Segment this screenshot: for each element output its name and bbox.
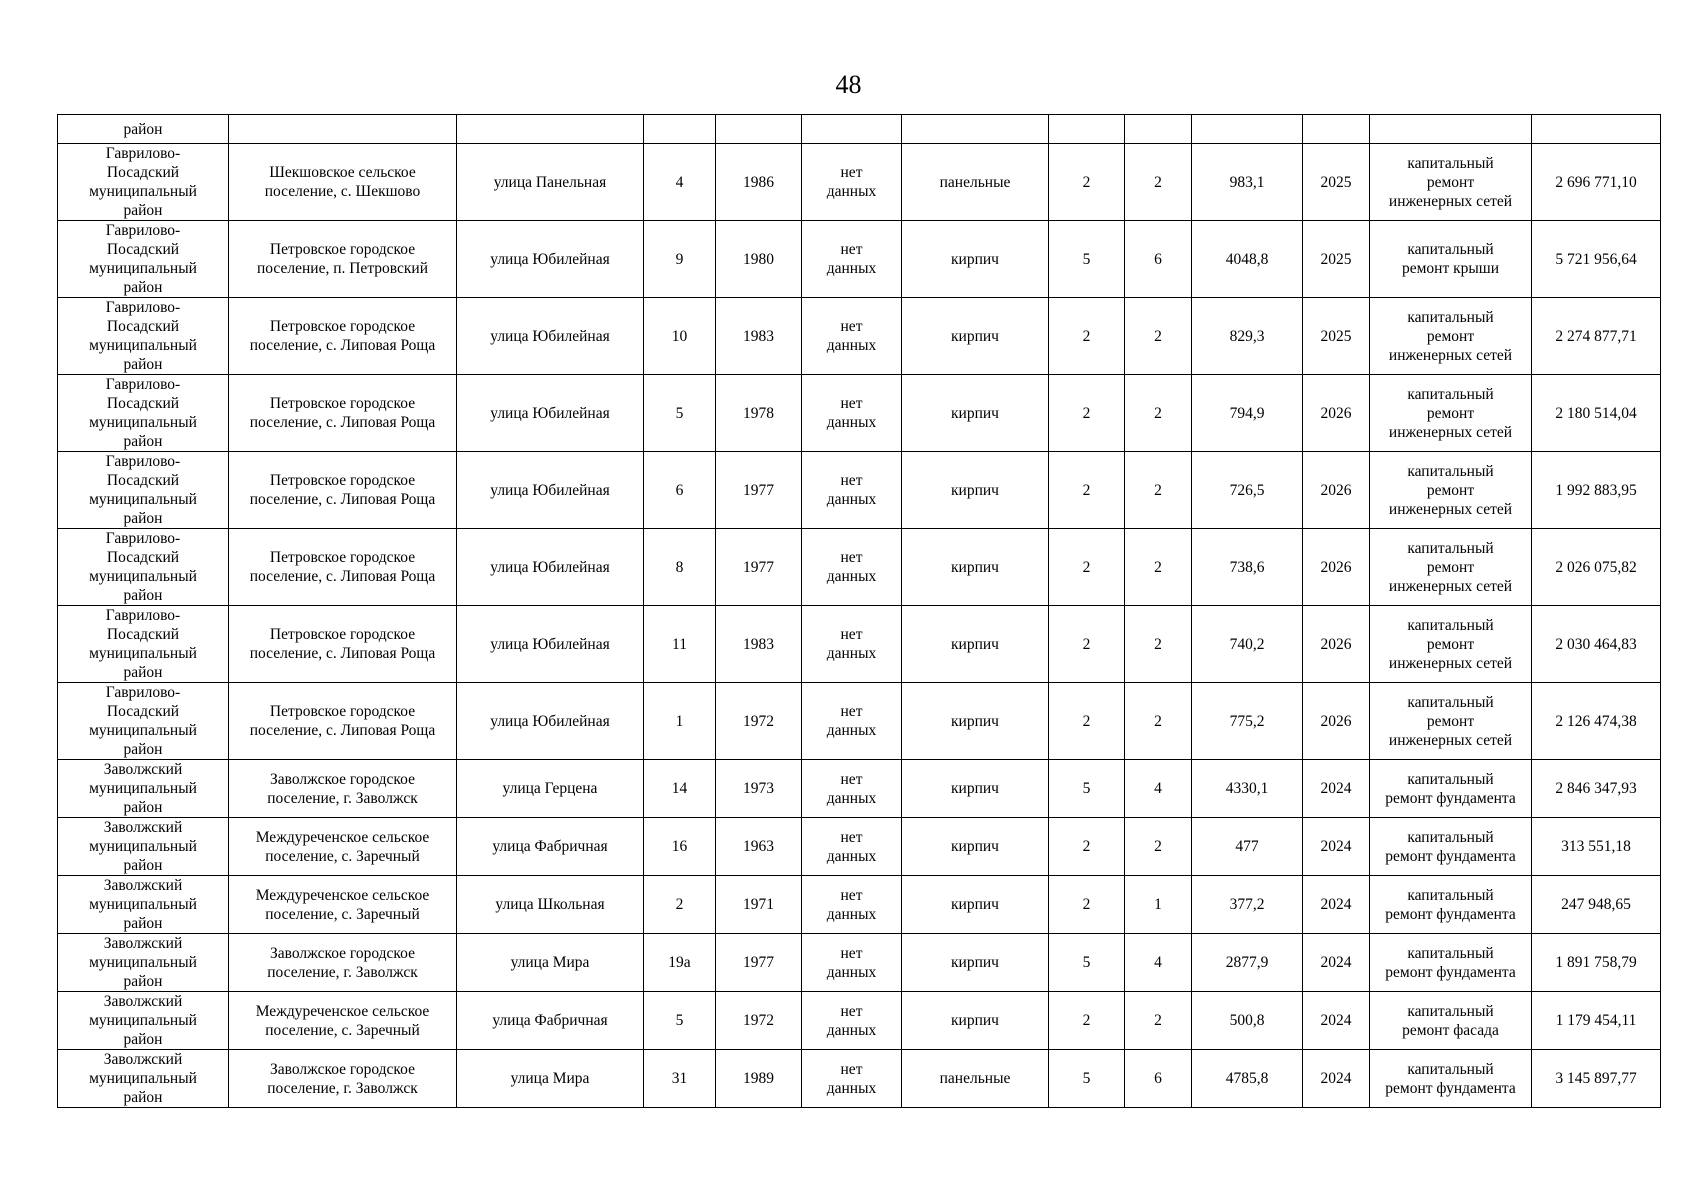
cell-year-built: 1972 [716,992,802,1050]
cell-year-built: 1977 [716,529,802,606]
cell-floors: 2 [1049,529,1125,606]
cell-last-repair-year: нет данных [802,934,902,992]
cell-cost: 1 992 883,95 [1532,452,1661,529]
cell-entrances: 2 [1125,298,1192,375]
cell-work-type: капитальный ремонт фундамента [1370,818,1532,876]
cell-street: улица Панельная [457,144,644,221]
cell-street: улица Мира [457,1050,644,1108]
cell-work-type: капитальный ремонт фундамента [1370,876,1532,934]
cell-cost: 247 948,65 [1532,876,1661,934]
cell-planned-year: 2026 [1303,375,1370,452]
cell-district: Заволжский муниципальный район [58,992,229,1050]
cell-district: район [58,115,229,144]
cell-house-number: 5 [644,375,716,452]
cell-planned-year: 2024 [1303,876,1370,934]
cell-district: Заволжский муниципальный район [58,934,229,992]
cell-settlement [229,115,457,144]
cell-planned-year: 2024 [1303,992,1370,1050]
cell-planned-year: 2025 [1303,144,1370,221]
cell-house-number: 5 [644,992,716,1050]
table-row [58,760,1661,818]
cell-year-built: 1983 [716,298,802,375]
cell-house-number: 6 [644,452,716,529]
cell-street: улица Юбилейная [457,683,644,760]
cell-last-repair-year: нет данных [802,1050,902,1108]
cell-area: 500,8 [1192,992,1303,1050]
cell-street: улица Фабричная [457,818,644,876]
cell-wall-material: кирпич [902,298,1049,375]
cell-settlement: Междуреченское сельское поселение, с. Заречный [229,992,457,1050]
cell-street: улица Фабричная [457,992,644,1050]
cell-wall-material: кирпич [902,683,1049,760]
cell-planned-year: 2024 [1303,934,1370,992]
cell-cost: 313 551,18 [1532,818,1661,876]
cell-planned-year: 2025 [1303,221,1370,298]
cell-area: 477 [1192,818,1303,876]
table-row [58,375,1661,452]
cell-street: улица Юбилейная [457,606,644,683]
table-row [58,876,1661,934]
cell-floors: 5 [1049,1050,1125,1108]
cell-floors: 2 [1049,683,1125,760]
cell-planned-year: 2026 [1303,683,1370,760]
cell-work-type: капитальный ремонт инженерных сетей [1370,606,1532,683]
cell-entrances: 2 [1125,529,1192,606]
cell-entrances: 2 [1125,144,1192,221]
cell-house-number: 2 [644,876,716,934]
cell-district: Гаврилово- Посадский муниципальный район [58,452,229,529]
cell-settlement: Петровское городское поселение, с. Липовая Роща [229,683,457,760]
cell-last-repair-year [802,115,902,144]
cell-cost: 2 846 347,93 [1532,760,1661,818]
cell-year-built [716,115,802,144]
cell-floors: 2 [1049,375,1125,452]
cell-wall-material: кирпич [902,606,1049,683]
housing-repair-table [57,114,1661,1108]
table-row [58,683,1661,760]
cell-cost: 3 145 897,77 [1532,1050,1661,1108]
cell-street: улица Юбилейная [457,375,644,452]
cell-area [1192,115,1303,144]
cell-wall-material: панельные [902,1050,1049,1108]
cell-cost: 2 126 474,38 [1532,683,1661,760]
cell-work-type: капитальный ремонт инженерных сетей [1370,683,1532,760]
cell-street: улица Юбилейная [457,298,644,375]
cell-settlement: Петровское городское поселение, с. Липовая Роща [229,375,457,452]
cell-settlement: Междуреченское сельское поселение, с. Заречный [229,818,457,876]
cell-district: Гаврилово- Посадский муниципальный район [58,298,229,375]
cell-entrances: 6 [1125,1050,1192,1108]
cell-district: Гаврилово- Посадский муниципальный район [58,606,229,683]
cell-year-built: 1971 [716,876,802,934]
cell-last-repair-year: нет данных [802,876,902,934]
cell-floors: 2 [1049,144,1125,221]
cell-settlement: Шекшовское сельское поселение, с. Шекшово [229,144,457,221]
cell-street: улица Мира [457,934,644,992]
cell-work-type: капитальный ремонт крыши [1370,221,1532,298]
cell-cost: 2 274 877,71 [1532,298,1661,375]
cell-area: 829,3 [1192,298,1303,375]
cell-year-built: 1978 [716,375,802,452]
cell-planned-year: 2024 [1303,818,1370,876]
cell-floors: 2 [1049,452,1125,529]
cell-entrances: 2 [1125,992,1192,1050]
cell-wall-material: кирпич [902,375,1049,452]
cell-house-number: 4 [644,144,716,221]
cell-last-repair-year: нет данных [802,606,902,683]
table-row [58,529,1661,606]
cell-work-type: капитальный ремонт фасада [1370,992,1532,1050]
cell-work-type: капитальный ремонт фундамента [1370,1050,1532,1108]
cell-district: Гаврилово- Посадский муниципальный район [58,683,229,760]
cell-wall-material: кирпич [902,934,1049,992]
cell-district: Заволжский муниципальный район [58,876,229,934]
cell-work-type: капитальный ремонт инженерных сетей [1370,375,1532,452]
cell-street: улица Юбилейная [457,529,644,606]
cell-year-built: 1986 [716,144,802,221]
cell-year-built: 1983 [716,606,802,683]
table-row [58,606,1661,683]
cell-area: 775,2 [1192,683,1303,760]
page-number: 48 [835,70,862,99]
cell-wall-material: панельные [902,144,1049,221]
cell-entrances: 6 [1125,221,1192,298]
cell-house-number: 16 [644,818,716,876]
cell-last-repair-year: нет данных [802,818,902,876]
cell-area: 740,2 [1192,606,1303,683]
cell-entrances: 2 [1125,452,1192,529]
cell-work-type [1370,115,1532,144]
cell-settlement: Заволжское городское поселение, г. Заволжск [229,934,457,992]
cell-entrances [1125,115,1192,144]
table-row-carry-over [58,115,1661,144]
cell-area: 4785,8 [1192,1050,1303,1108]
cell-area: 377,2 [1192,876,1303,934]
cell-entrances: 2 [1125,606,1192,683]
cell-floors: 2 [1049,298,1125,375]
table-body [58,115,1661,1108]
cell-district: Гаврилово- Посадский муниципальный район [58,221,229,298]
cell-street: улица Герцена [457,760,644,818]
cell-house-number: 8 [644,529,716,606]
cell-street: улица Школьная [457,876,644,934]
table-row [58,934,1661,992]
cell-floors: 2 [1049,876,1125,934]
table-row [58,221,1661,298]
cell-wall-material: кирпич [902,452,1049,529]
cell-wall-material [902,115,1049,144]
cell-entrances: 2 [1125,375,1192,452]
cell-last-repair-year: нет данных [802,452,902,529]
cell-floors: 2 [1049,606,1125,683]
cell-wall-material: кирпич [902,760,1049,818]
cell-area: 738,6 [1192,529,1303,606]
cell-year-built: 1977 [716,934,802,992]
cell-floors: 5 [1049,934,1125,992]
cell-year-built: 1977 [716,452,802,529]
cell-entrances: 1 [1125,876,1192,934]
cell-district: Гаврилово- Посадский муниципальный район [58,144,229,221]
cell-cost: 5 721 956,64 [1532,221,1661,298]
cell-work-type: капитальный ремонт инженерных сетей [1370,144,1532,221]
cell-wall-material: кирпич [902,992,1049,1050]
cell-street [457,115,644,144]
cell-work-type: капитальный ремонт инженерных сетей [1370,529,1532,606]
cell-entrances: 2 [1125,818,1192,876]
cell-planned-year: 2026 [1303,529,1370,606]
cell-house-number: 1 [644,683,716,760]
cell-year-built: 1973 [716,760,802,818]
cell-work-type: капитальный ремонт фундамента [1370,760,1532,818]
cell-last-repair-year: нет данных [802,992,902,1050]
cell-district: Заволжский муниципальный район [58,1050,229,1108]
cell-cost: 2 030 464,83 [1532,606,1661,683]
cell-district: Гаврилово- Посадский муниципальный район [58,529,229,606]
cell-area: 4330,1 [1192,760,1303,818]
cell-year-built: 1980 [716,221,802,298]
cell-last-repair-year: нет данных [802,529,902,606]
cell-settlement: Петровское городское поселение, с. Липовая Роща [229,298,457,375]
cell-house-number: 19а [644,934,716,992]
cell-last-repair-year: нет данных [802,683,902,760]
cell-settlement: Заволжское городское поселение, г. Заволжск [229,760,457,818]
cell-cost: 2 026 075,82 [1532,529,1661,606]
cell-last-repair-year: нет данных [802,298,902,375]
cell-house-number: 9 [644,221,716,298]
cell-cost: 2 696 771,10 [1532,144,1661,221]
cell-entrances: 2 [1125,683,1192,760]
cell-cost: 1 891 758,79 [1532,934,1661,992]
table-row [58,818,1661,876]
cell-wall-material: кирпич [902,876,1049,934]
cell-wall-material: кирпич [902,818,1049,876]
cell-settlement: Петровское городское поселение, с. Липовая Роща [229,529,457,606]
cell-wall-material: кирпич [902,221,1049,298]
cell-district: Заволжский муниципальный район [58,818,229,876]
cell-wall-material: кирпич [902,529,1049,606]
table-row [58,992,1661,1050]
cell-cost: 2 180 514,04 [1532,375,1661,452]
cell-planned-year: 2024 [1303,1050,1370,1108]
cell-house-number: 10 [644,298,716,375]
cell-area: 2877,9 [1192,934,1303,992]
cell-settlement: Междуреченское сельское поселение, с. Заречный [229,876,457,934]
cell-area: 726,5 [1192,452,1303,529]
cell-work-type: капитальный ремонт инженерных сетей [1370,452,1532,529]
cell-planned-year: 2024 [1303,760,1370,818]
cell-last-repair-year: нет данных [802,375,902,452]
cell-planned-year: 2025 [1303,298,1370,375]
cell-year-built: 1972 [716,683,802,760]
cell-cost [1532,115,1661,144]
cell-settlement: Петровское городское поселение, с. Липовая Роща [229,452,457,529]
cell-last-repair-year: нет данных [802,221,902,298]
cell-area: 4048,8 [1192,221,1303,298]
table-row [58,1050,1661,1108]
cell-house-number: 31 [644,1050,716,1108]
cell-area: 794,9 [1192,375,1303,452]
cell-work-type: капитальный ремонт фундамента [1370,934,1532,992]
cell-cost: 1 179 454,11 [1532,992,1661,1050]
cell-last-repair-year: нет данных [802,144,902,221]
cell-area: 983,1 [1192,144,1303,221]
cell-floors: 2 [1049,992,1125,1050]
cell-work-type: капитальный ремонт инженерных сетей [1370,298,1532,375]
table-row [58,144,1661,221]
cell-year-built: 1963 [716,818,802,876]
cell-last-repair-year: нет данных [802,760,902,818]
cell-entrances: 4 [1125,760,1192,818]
cell-house-number [644,115,716,144]
cell-house-number: 11 [644,606,716,683]
cell-settlement: Петровское городское поселение, п. Петровский [229,221,457,298]
table-row [58,452,1661,529]
cell-settlement: Петровское городское поселение, с. Липовая Роща [229,606,457,683]
cell-planned-year [1303,115,1370,144]
cell-planned-year: 2026 [1303,606,1370,683]
cell-district: Гаврилово- Посадский муниципальный район [58,375,229,452]
cell-planned-year: 2026 [1303,452,1370,529]
cell-settlement: Заволжское городское поселение, г. Заволжск [229,1050,457,1108]
cell-floors: 5 [1049,221,1125,298]
cell-district: Заволжский муниципальный район [58,760,229,818]
cell-year-built: 1989 [716,1050,802,1108]
table-row [58,298,1661,375]
cell-entrances: 4 [1125,934,1192,992]
cell-street: улица Юбилейная [457,452,644,529]
cell-floors: 5 [1049,760,1125,818]
cell-street: улица Юбилейная [457,221,644,298]
cell-house-number: 14 [644,760,716,818]
cell-floors: 2 [1049,818,1125,876]
cell-floors [1049,115,1125,144]
